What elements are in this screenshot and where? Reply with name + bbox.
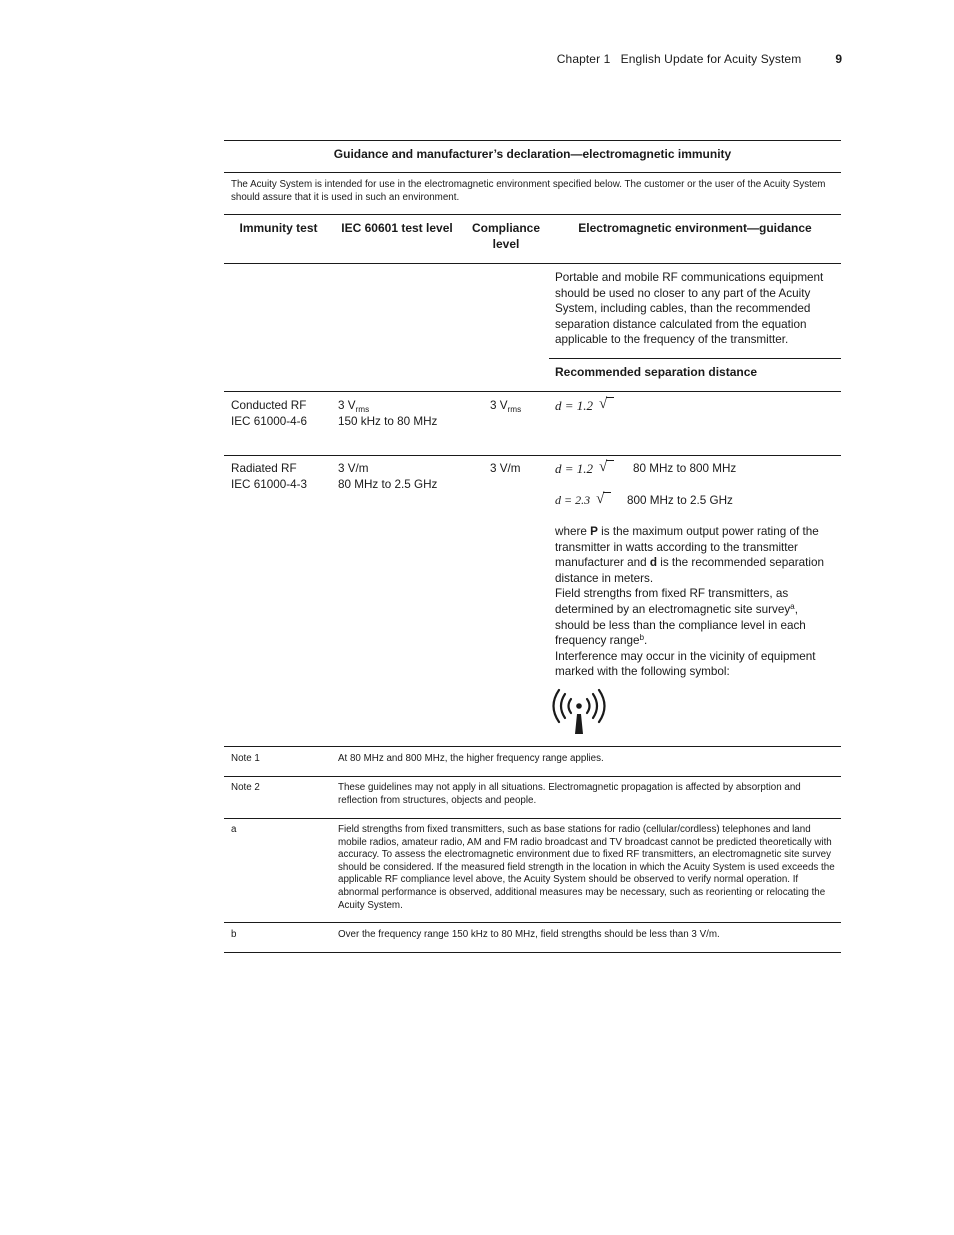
note-text: Over the frequency range 150 kHz to 80 MHz, field strengths should be less than 3 V/m. — [338, 929, 720, 940]
radiated-level-value: 3 V/m — [338, 462, 369, 475]
note1-rule — [224, 776, 841, 777]
interference-paragraph: Interference may occur in the vicinity of equipment marked with the following symbol: — [555, 649, 816, 679]
table-top-rule — [224, 140, 841, 141]
sqrt-icon: √ — [599, 396, 608, 412]
conducted-formula — [555, 397, 614, 414]
conducted-compliance — [490, 398, 521, 414]
radiated-formula-2 — [555, 492, 611, 509]
col-guidance: Electromagnetic environment—guidance — [578, 221, 812, 235]
radiated-test — [231, 461, 307, 492]
conducted-test — [231, 398, 307, 429]
chapter-title: Chapter 1 English Update for Acuity System — [556, 52, 802, 66]
note-text: Field strengths from fixed transmitters, such as base stations for radio (cellular/cordless) telephones and land mobile radios, amateur radio, AM and FM radio broadcast and TV broadcast cannot be predicted theoretically with accuracy. To assess the electromagnetic environment due to fixed RF transmitters, an electromagnetic site survey should be considered. If the measured field strength in the location in which the Acuity System is used exceeds the applicable RF compliance level above, the Acuity System should be observed to verify normal operation. If abnormal performance is observed, additional measures may be necessary, such as reorienting or relocating the Acuity System. — [338, 824, 835, 911]
radiated-formula-2-text: d = 2.3 — [555, 493, 591, 507]
page-header — [556, 52, 842, 66]
conducted-level — [338, 398, 437, 429]
radiated-formula-2-range: 800 MHz to 2.5 GHz — [627, 494, 733, 507]
radiated-compliance: 3 V/m — [490, 462, 521, 475]
sqrt-icon: √ — [596, 491, 605, 507]
note2-rule — [224, 818, 841, 819]
header-rule — [224, 263, 841, 264]
table-intro: The Acuity System is intended for use in the electromagnetic environment specified below. The customer or the user of the Acuity System should assure that it is used in such an environment. — [231, 179, 826, 203]
radio-wave-warning-icon — [550, 688, 608, 736]
conducted-level-sub: rms — [355, 405, 370, 414]
note-a-rule — [224, 922, 841, 923]
note-label: Note 1 — [231, 753, 260, 764]
conducted-formula-text: d = 1.2 — [555, 397, 594, 413]
where-paragraph: where P is the maximum output power rating of the transmitter in watts according to the transmitter manufacturer and d is the recommended separation distance in meters. — [555, 525, 828, 585]
conducted-rule — [224, 455, 841, 456]
conducted-test-name: Conducted RF — [231, 399, 307, 412]
field-strength-paragraph: Field strengths from fixed RF transmitters, as determined by an electromagnetic site survey$^a$, should be less than the compliance level in each frequency range$^b$. — [555, 587, 806, 648]
radiated-formula-1 — [555, 460, 614, 477]
conducted-level-range: 150 kHz to 80 MHz — [338, 414, 438, 428]
note-label: a — [231, 824, 237, 835]
table-title: Guidance and manufacturer’s declaration—electromagnetic immunity — [333, 147, 732, 161]
note-text: These guidelines may not apply in all situations. Electromagnetic propagation is affected by absorption and reflection from structures, objects and people. — [338, 782, 801, 806]
conducted-compliance-sub: rms — [507, 405, 522, 414]
conducted-level-value: 3 V — [338, 399, 356, 412]
radiated-guidance — [555, 524, 835, 680]
recommended-rule — [224, 391, 841, 392]
intro-rule — [224, 214, 841, 215]
radiated-test-name: Radiated RF — [231, 462, 297, 475]
conducted-compliance-value: 3 V — [490, 399, 508, 412]
title-rule — [224, 172, 841, 173]
table-bottom-rule — [224, 952, 841, 953]
radiated-test-std: IEC 61000-4-3 — [231, 477, 308, 491]
conducted-test-std: IEC 61000-4-6 — [231, 414, 308, 428]
recommended-label: Recommended separation distance — [555, 365, 758, 379]
note-label: Note 2 — [231, 782, 260, 793]
portable-guidance: Portable and mobile RF communications equipment should be used no closer to any part of the Acuity System, including cables, than the recommended separation distance calculated from the equation applicable to the frequency of the transmitter. — [555, 271, 824, 347]
radiated-formula-1-range: 80 MHz to 800 MHz — [633, 462, 737, 475]
col-iec-level: IEC 60601 test level — [341, 221, 453, 235]
note-text: At 80 MHz and 800 MHz, the higher frequency range applies. — [338, 753, 604, 764]
radiated-level-range: 80 MHz to 2.5 GHz — [338, 477, 438, 491]
col-immunity-test: Immunity test — [239, 221, 318, 235]
radiated-rule — [224, 746, 841, 747]
radiated-level — [338, 461, 437, 492]
sqrt-icon: √ — [599, 459, 608, 475]
col-compliance: Compliance level — [471, 221, 540, 251]
note-label: b — [231, 929, 237, 940]
radiated-formula-1-text: d = 1.2 — [555, 460, 594, 476]
guidance-partial-rule — [549, 358, 841, 359]
page-number: 9 — [835, 52, 842, 66]
